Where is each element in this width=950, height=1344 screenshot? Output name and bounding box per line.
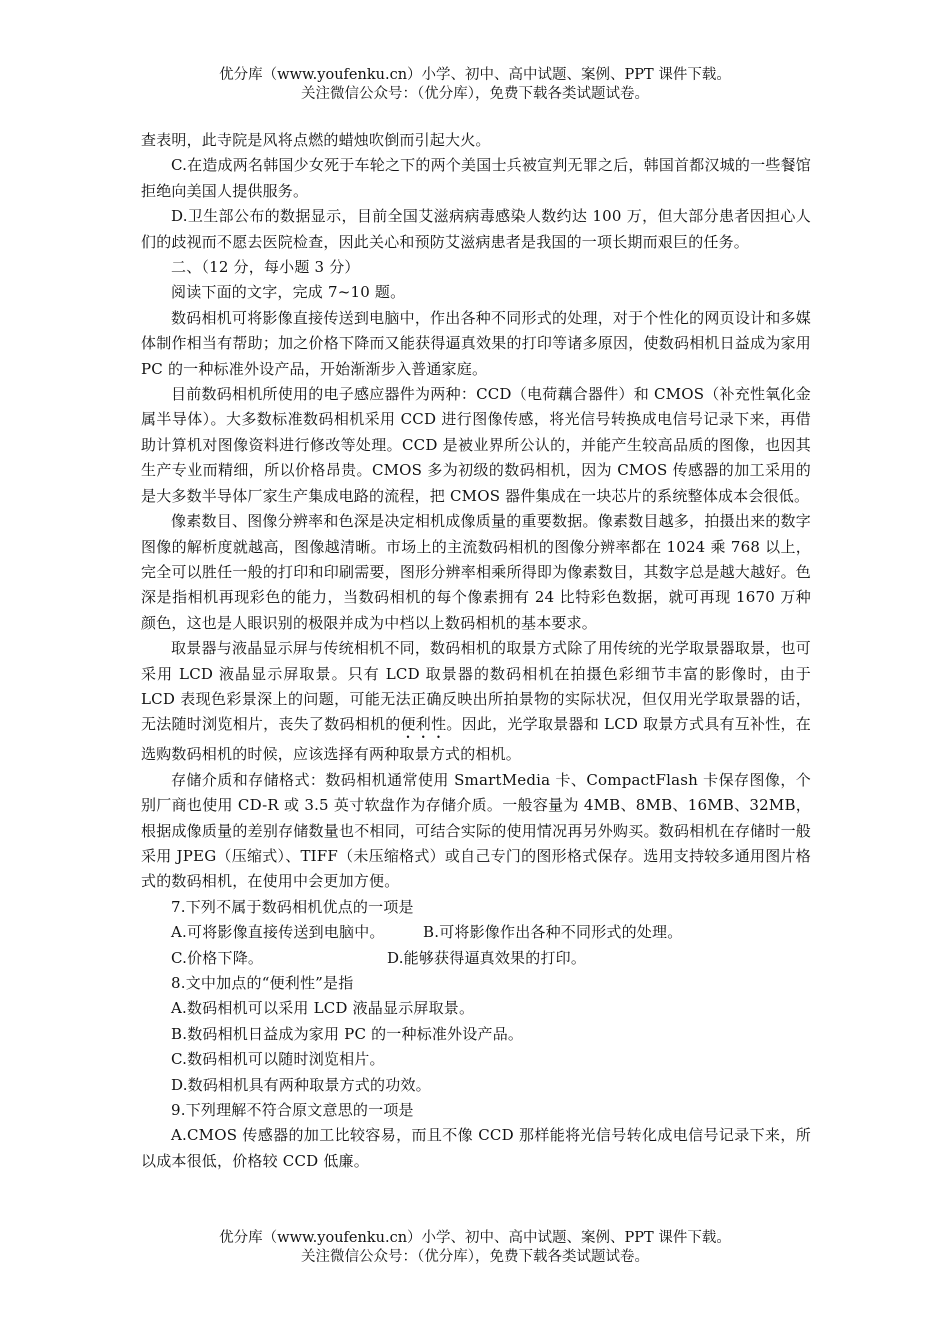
passage-paragraph-2: 目前数码相机所使用的电子感应器件为两种：CCD（电荷藕合器件）和 CMOS（补充性氧化金属半导体）。大多数标准数码相机采用 CCD 进行图像传感，将光信号转换成电信号记录下来，再借助计算机对图像资料进行修改等处理。CCD 是被业界所公认的，并能产生较高品质的图像，也因其生产专业而精细，所以价格昂贵。CMOS 多为初级的数码相机，因为 CMOS 传感器的加工采用的是大多数半导体厂家生产集成电路的流程，把 CMOS 器件集成在一块芯片的系统整体成本会很低。 — [141, 385, 811, 505]
footer-line-1: 优分库（www.youfenku.cn）小学、初中、高中试题、案例、PPT 课件下载。 — [219, 1230, 731, 1246]
paragraph-4-text-after: 。因此，光学取景器和 LCD 取景方式具有互补性，在选购数码相机的时候，应该选择有两种取景方式的相机。 — [141, 715, 812, 764]
footer-line-2: 关注微信公众号：（优分库），免费下载各类试题试卷。 — [301, 1249, 649, 1265]
header-line-2: 关注微信公众号：（优分库），免费下载各类试题试卷。 — [301, 86, 649, 102]
question-7-option-a: A.可将影像直接传送到电脑中。 — [171, 923, 385, 942]
question-7-option-c: C.价格下降。 — [171, 948, 264, 967]
document-body — [141, 128, 811, 1174]
passage-paragraph-4 — [141, 636, 811, 768]
question-8-option-a: A.数码相机可以采用 LCD 液晶显示屏取景。 — [171, 999, 475, 1018]
reading-instruction: 阅读下面的文字，完成 7~10 题。 — [171, 283, 406, 302]
passage-paragraph-3: 像素数目、图像分辨率和色深是决定相机成像质量的重要数据。像素数目越多，拍摄出来的数字图像的解析度就越高，图像越清晰。市场上的主流数码相机的图像分辨率都在 1024 乘 768 以上，完全可以胜任一般的打印和印刷需要，图形分辨率相乘所得即为像素数目，其数字总是越大越好。色深是指相机再现彩色的能力，当数码相机的每个像素拥有 24 比特彩色数据，就可再现 1670 万种颜色，这也是人眼识别的极限并成为中档以上数码相机的基本要求。 — [141, 512, 811, 632]
page-footer — [0, 1229, 950, 1267]
option-c-paragraph: C.在造成两名韩国少女死于车轮之下的两个美国士兵被宣判无罪之后，韩国首都汉城的一些餐馆拒绝向美国人提供服务。 — [141, 156, 811, 200]
option-d-paragraph: D.卫生部公布的数据显示，目前全国艾滋病病毒感染人数约达 100 万，但大部分患者因担心人们的歧视而不愿去医院检查，因此关心和预防艾滋病患者是我国的一项长期而艰巨的任务。 — [141, 207, 811, 251]
question-8-option-d: D.数码相机具有两种取景方式的功效。 — [171, 1075, 431, 1094]
question-8-stem: 8.文中加点的“便利性”是指 — [171, 974, 354, 992]
passage-paragraph-5: 存储介质和存储格式：数码相机通常使用 SmartMedia 卡、CompactFlash 卡保存图像，个别厂商也使用 CD-R 或 3.5 英寸软盘作为存储介质。一般容量为 4MB、8MB、16MB、32MB，根据成像质量的差别存储数量也不相同，可结合实际的使用情况再另外购买。数码相机在存储时一般采用 JPEG（压缩式）、TIFF（未压缩格式）或自己专门的图形格式保存。选用支持较多通用图片格式的数码相机，在使用中会更加方便。 — [141, 770, 811, 891]
question-7-stem: 7.下列不属于数码相机优点的一项是 — [171, 897, 414, 916]
question-7-option-d: D.能够获得逼真效果的打印。 — [387, 948, 587, 967]
question-9-stem: 9.下列理解不符合原文意思的一项是 — [171, 1101, 414, 1120]
paragraph-4-text-before: 取景器与液晶显示屏与传统相机不同，数码相机的取景方式除了用传统的光学取景器取景，也可采用 LCD 液晶显示屏取景。只有 LCD 取景器的数码相机在拍摄色彩细节丰富的影像时，由于 LCD 表现色彩景深上的问题，可能无法正确反映出所拍景物的实际状况，但仅用光学取景器的话，无法随时浏览相片，丧失了数码相机的 — [141, 639, 811, 734]
section-heading: 二、（12 分，每小题 3 分） — [171, 258, 360, 277]
header-line-1: 优分库（www.youfenku.cn）小学、初中、高中试题、案例、PPT 课件下载。 — [219, 67, 731, 83]
option-b-continuation: 查表明，此寺院是风将点燃的蜡烛吹倒而引起大火。 — [141, 131, 491, 149]
question-7-options-row-1 — [141, 920, 811, 945]
question-8-option-c: C.数码相机可以随时浏览相片。 — [171, 1050, 385, 1069]
question-7-options-row-2 — [141, 946, 811, 971]
question-8-option-b: B.数码相机日益成为家用 PC 的一种标准外设产品。 — [171, 1024, 524, 1043]
emphasized-term: 便利性 — [400, 715, 447, 734]
page-header — [0, 66, 950, 104]
question-9-option-a: A.CMOS 传感器的加工比较容易，而且不像 CCD 那样能将光信号转化成电信号记录下来，所以成本很低，价格较 CCD 低廉。 — [141, 1126, 811, 1170]
question-7-option-b: B.可将影像作出各种不同形式的处理。 — [423, 923, 683, 942]
passage-paragraph-1: 数码相机可将影像直接传送到电脑中，作出各种不同形式的处理，对于个性化的网页设计和多媒体制作相当有帮助；加之价格下降而又能获得逼真效果的打印等诸多原因，使数码相机日益成为家用 PC 的一种标准外设产品，开始渐渐步入普通家庭。 — [141, 308, 811, 378]
